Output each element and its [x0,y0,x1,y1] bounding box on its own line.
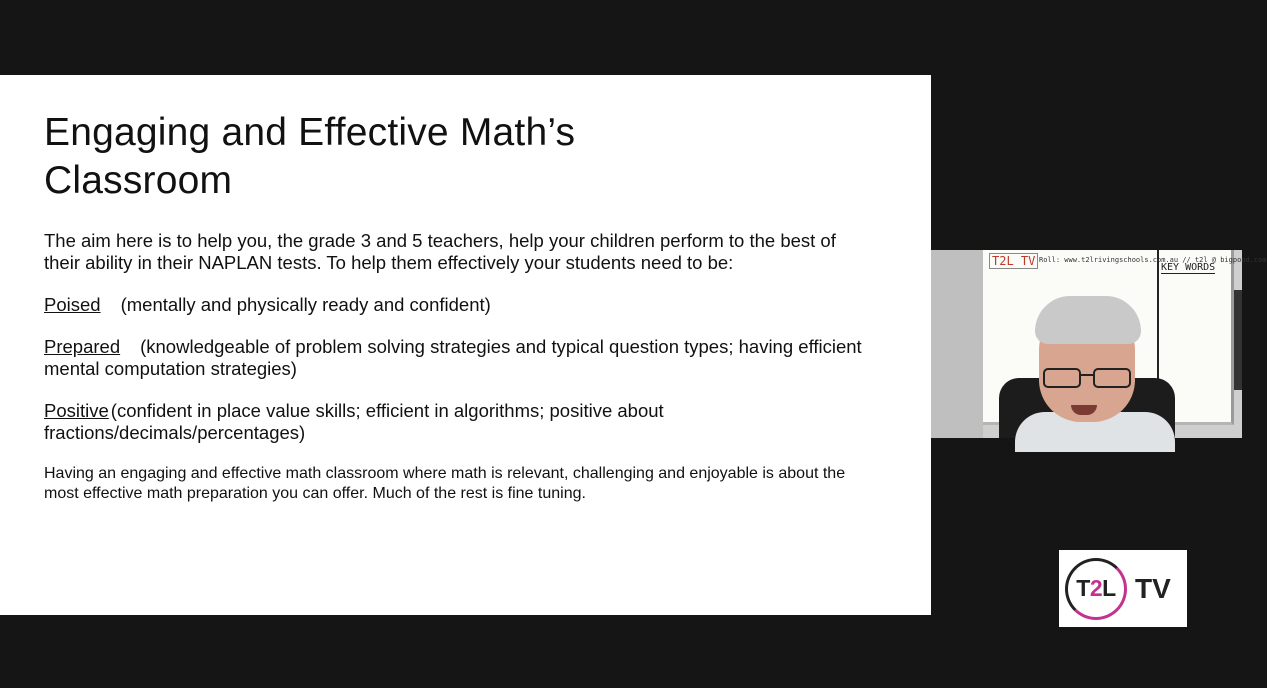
logo-ring-prefix: T [1076,575,1090,601]
point-prepared [44,336,864,380]
point-term: Poised [44,294,101,315]
point-poised [44,294,864,316]
presenter-webcam [931,250,1267,438]
presentation-slide [0,75,931,615]
point-term: Prepared [44,336,121,357]
whiteboard-roll-text: Roll: www.t2lrivingschools.com.au // t2l @ bigpond.com [1039,256,1267,264]
presenter-glasses [1043,368,1131,388]
point-desc: (confident in place value skills; efficient in algorithms; positive about fractions/decimals/percentages) [44,400,664,443]
logo-tv-text: TV [1135,572,1171,604]
whiteboard-logo: T2L TV [989,253,1038,269]
logo-ring-accent: 2 [1089,575,1103,601]
slide-title [44,109,891,205]
point-term: Positive [44,400,109,421]
webcam-wall [931,250,983,438]
t2l-tv-logo [1059,550,1187,627]
slide-intro: The aim here is to help you, the grade 3 and 5 teachers, help your children perform to the best of their ability in their NAPLAN tests. To help them effectively your students need to be: [44,230,836,273]
slide-outro: Having an engaging and effective math classroom where math is relevant, challenging and enjoyable is about the most effective math preparation you can offer. Much of the rest is fine tuning. [44,465,846,502]
presenter-hair [1035,296,1141,344]
point-desc: (knowledgeable of problem solving strategies and typical question types; having efficient mental computation strategies) [44,336,862,379]
slide-title-line2: Classroom [44,159,233,202]
point-positive [44,400,864,444]
slide-title-line1: Engaging and Effective Math’s [44,111,576,154]
logo-ring [1065,558,1127,620]
webcam-frame-edge [1234,290,1242,390]
whiteboard-keywords: KEY WORDS [1161,262,1216,273]
point-desc: (mentally and physically ready and confident) [120,294,491,315]
logo-ring-suffix: L [1102,575,1116,601]
